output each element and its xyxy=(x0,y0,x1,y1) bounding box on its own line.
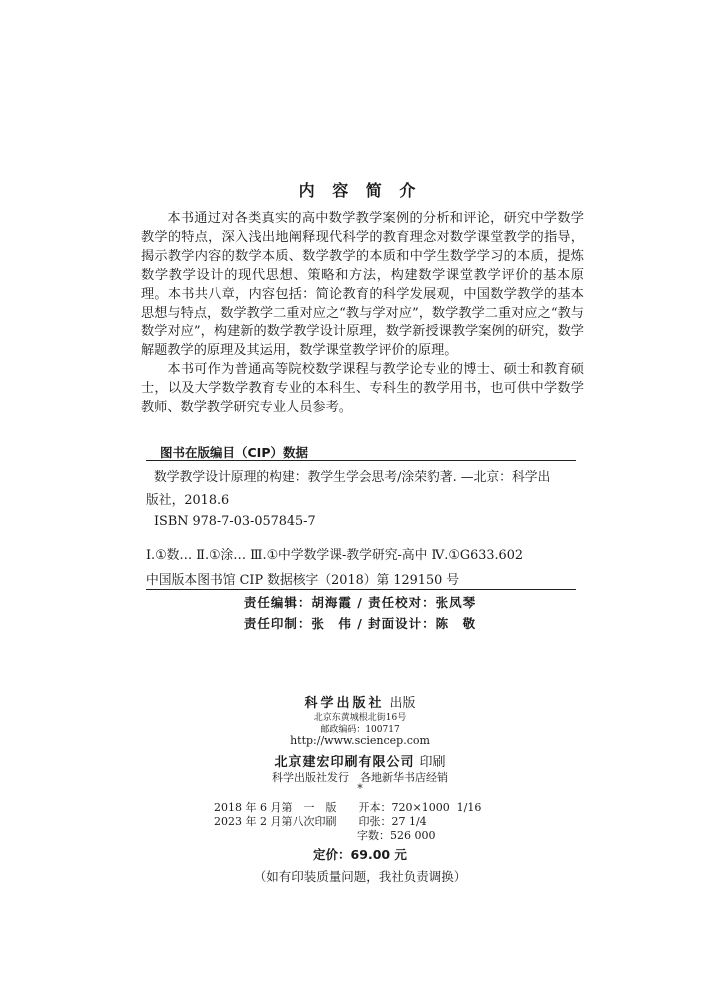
printer-suffix: 印刷 xyxy=(419,755,446,770)
distribution-line: 科学出版社发行 各地新华书店经销 xyxy=(272,771,448,784)
spec-line-printing: 2023 年 2 月第八次印刷 印张：27 1/4 xyxy=(214,815,427,828)
cip-line-publisher: 版社，2018.6 xyxy=(146,493,230,508)
staff-line-editors: 责任编辑：胡海霞 / 责任校对：张凤琴 xyxy=(243,595,477,610)
cip-top-rule xyxy=(146,460,576,461)
spec-line-edition: 2018 年 6 月第 一 版 开本：720×1000 1/16 xyxy=(214,801,482,814)
publisher-name: 科学出版社 xyxy=(304,696,385,711)
publisher-suffix: 出版 xyxy=(389,696,416,711)
page-title: 内 容 简 介 xyxy=(298,181,422,200)
printer-line xyxy=(0,751,720,770)
cip-line-isbn: ISBN 978-7-03-057845-7 xyxy=(154,514,316,529)
cip-line-record-number: 中国版本图书馆 CIP 数据核字（2018）第 129150 号 xyxy=(146,573,460,588)
cip-bottom-rule xyxy=(146,589,576,590)
price: 定价：69.00 元 xyxy=(313,847,407,862)
cip-line-classification: Ⅰ.①数… Ⅱ.①涂… Ⅲ.①中学数学课-教学研究-高中 Ⅳ.①G633.602 xyxy=(146,548,523,563)
publisher-url: http://www.sciencep.com xyxy=(290,734,430,747)
publisher-postcode: 邮政编码：100717 xyxy=(320,725,400,735)
publisher-address: 北京东黄城根北街16号 xyxy=(313,713,407,723)
separator-star: * xyxy=(357,782,363,795)
staff-line-production: 责任印制：张 伟 / 封面设计：陈 敬 xyxy=(243,616,477,631)
summary-paragraph-2: 本书可作为普通高等院校数学课程与教学论专业的博士、硕士和教育硕士，以及大学数学教育专业的本科生、专科生的教学用书，也可供中学数学教师、数学教学研究专业人员参考。 xyxy=(141,362,584,416)
quality-note: （如有印装质量问题，我社负责调换） xyxy=(253,869,467,884)
cip-heading: 图书在版编目（CIP）数据 xyxy=(160,445,308,460)
cip-line-title: 数学教学设计原理的构建：教学生学会思考/涂荣豹著. —北京：科学出 xyxy=(154,470,551,485)
spec-line-wordcount: 字数：526 000 xyxy=(214,829,436,842)
summary-paragraph-1: 本书通过对各类真实的高中数学教学案例的分析和评论，研究中学数学教学的特点，深入浅出地阐释现代科学的教育理念对数学课堂教学的指导，揭示教学内容的数学本质、数学教学的本质和中学生数学学习的本质，提炼数学教学设计的现代思想、策略和方法，构建数学课堂教学评价的基本原理。本书共八章，内容包括：简论教育的科学发展观，中国数学教学的基本思想与特点，数学教学二重对应之“教与学对应”，数学教学二重对应之“教与数学对应”，构建新的数学教学设计原理，数学新授课教学案例的研究，数学解题教学的原理及其运用，数学课堂教学评价的原理。 xyxy=(141,211,584,359)
publisher-line xyxy=(0,692,720,711)
summary-text xyxy=(141,210,584,418)
printer-name: 北京建宏印刷有限公司 xyxy=(274,755,415,770)
